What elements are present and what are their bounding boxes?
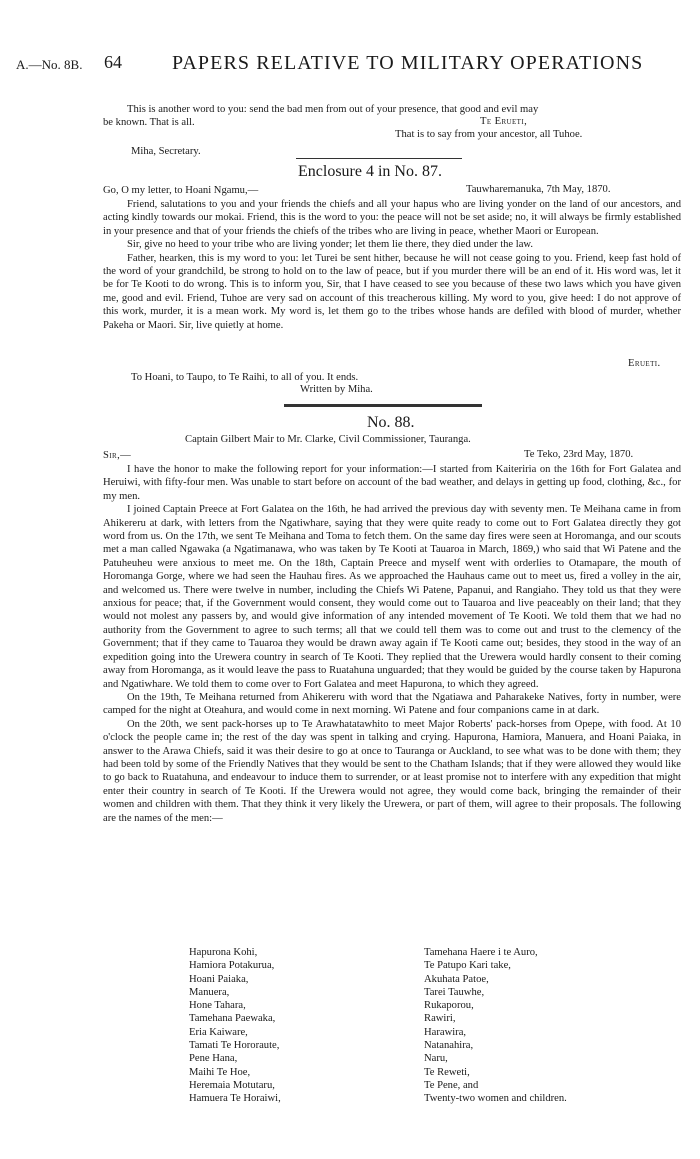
- page-number: 64: [104, 52, 122, 72]
- enclosure-salutation: Go, O my letter, to Hoani Ngamu,—: [103, 185, 259, 196]
- no88-paragraph: I have the honor to make the following report for your information:—I started from Kaiteriria on the 16th for Fort Galatea and Heruiwi, with fifty-four men. Was unable to start before on account of the bad weather, and delays in getting up food, clothing, &c., for my men.: [103, 464, 681, 502]
- list-item: Manuera,: [189, 986, 230, 998]
- enclosure-paragraph: Friend, salutations to you and your friends the chiefs and all your hapus who are living yonder on the land of our ancestors, and acting kindly towards our mokai. Friend, this is the word to you: the peace will not be set aside; no, it will always be firmly established in your presence and that of your friends the chiefs of the tribes who are living in peace, whether Maori or European.: [103, 199, 681, 237]
- no88-salutation: Sir,—: [103, 450, 132, 461]
- enclosure-written-by: Written by Miha.: [300, 384, 373, 395]
- list-item: Rukaporou,: [424, 1000, 474, 1012]
- enclosure-signature: Erueti.: [628, 358, 661, 369]
- enclosure-place-date: Tauwharemanuka, 7th May, 1870.: [466, 184, 611, 195]
- list-item: Tamehana Paewaka,: [189, 1013, 276, 1025]
- list-item: Hamiora Potakurua,: [189, 960, 275, 972]
- list-item: Twenty-two women and children.: [424, 1093, 567, 1105]
- list-item: Hapurona Kohi,: [189, 947, 258, 958]
- top-letter-line-1: This is another word to you: send the bad men from out of your presence, that good and evil may: [127, 104, 539, 115]
- section-divider: [296, 158, 462, 159]
- document-reference: A.—No. 8B.: [16, 57, 83, 72]
- no88-body: [103, 463, 681, 825]
- list-item: Te Patupo Kari take,: [424, 960, 511, 972]
- list-item: Maihi Te Hoe,: [189, 1066, 251, 1078]
- enclosure-paragraph: Father, hearken, this is my word to you: let Turei be sent hither, because he will not cease going to you. Friend, keep fast hold of the word of your grandchild, be strong to hold on to the law of peace, but if you murder there will be an end of it. His word was, let it be for Te Kooti to do wrong. This is to inform you, Sir, that I have ceased to see you because of these two laws which you have given me, good and evil. Friend, Tuhoe are very sad on account of this treacherous killing. My word to you, give heed: I do not approve of this work, murder, it is a mean work. My word is, let them go to the tribes whose hands are defiled with blood of murder, whether Pakeha or Maori. Sir, live quietly at home.: [103, 252, 681, 331]
- list-item: Rawiri,: [424, 1013, 456, 1025]
- list-item: Heremaia Motutaru,: [189, 1079, 275, 1091]
- names-list-left: [189, 946, 281, 1106]
- enclosure-heading: Enclosure 4 in No. 87.: [298, 163, 442, 180]
- list-item: Hamuera Te Horaiwi,: [189, 1093, 281, 1105]
- list-item: Natanahira,: [424, 1040, 474, 1052]
- list-item: Eria Kaiware,: [189, 1026, 248, 1038]
- no88-paragraph: I joined Captain Preece at Fort Galatea on the 16th, he had arrived the previous day with seventy men. Te Meihana came in from Ahikereru at dark, with letters from the Ngatiwhare, saying that they were quite ready to come out to Fort Galatea directly they got word from us. On the 17th, we sent Te Meihana and Toma to fetch them. On the same day fires were seen at Horomanga, and our scouts met a man called Ngawaka (a Ngatimanawa, who was taken by Te Kooti at Tauaroa in March, 1869,) who said that Wi Patene and the Patuheuheu were anxious to meet me. On the 18th, Captain Preece and myself went with orderlies to Otamapare, the mouth of Horomanga Gorge, where we had seen the Hauhau fires. As we approached the Hauhaus came out to meet us, fired a volley in the air, and welcomed us. There were twelve in number, including the Chiefs Wi Patene, Papanui, and Rangiaho. They told us that they were anxious for peace; that, if the Government would consent, they would come out to Tauaroa and live peaceably on their land; that they would not molest any passers by, and would give information of any intended movement of Te Kooti. We told them that we had no authority from the Government to agree to such terms; all that we could tell them was to come out and trust to the clemency of the Government; that if they came to Tauaroa they would be drawn away again if Te Kooti came out; besides, they stood in the way of an expedition going into the Urewera country in search of Te Kooti. They replied that the Urewera would hardly consent to their coming away from Horomanga, as it would leave the pass to Ruatahuna unguarded; that they would be guided by the course taken by Hapurona and Ngatiwhare. We told them to come over to Fort Galatea and meet Hapurona, to which they agreed.: [103, 504, 681, 690]
- page-title: PAPERS RELATIVE TO MILITARY OPERATIONS: [172, 52, 644, 74]
- list-item: Te Reweti,: [424, 1066, 470, 1078]
- top-letter-secretary: Miha, Secretary.: [131, 146, 201, 157]
- list-item: Tarei Tauwhe,: [424, 986, 485, 998]
- enclosure-paragraph: Sir, give no heed to your tribe who are living yonder; let them lie there, they died under the law.: [127, 239, 534, 251]
- list-item: Akuhata Patoe,: [424, 973, 489, 985]
- list-item: Tamehana Haere i te Auro,: [424, 947, 538, 958]
- no88-subtitle: Captain Gilbert Mair to Mr. Clarke, Civil Commissioner, Tauranga.: [185, 434, 471, 445]
- enclosure-addressees: To Hoani, to Taupo, to Te Raihi, to all of you. It ends.: [131, 372, 359, 383]
- list-item: Hone Tahara,: [189, 1000, 246, 1012]
- list-item: Pene Hana,: [189, 1053, 238, 1065]
- top-letter-signature-note: That is to say from your ancestor, all Tuhoe.: [395, 129, 583, 140]
- section-divider-thick: [284, 404, 482, 407]
- list-item: Hoani Paiaka,: [189, 973, 249, 985]
- list-item: Naru,: [424, 1053, 448, 1065]
- names-list-right: [424, 946, 567, 1106]
- no88-paragraph: On the 19th, Te Meihana returned from Ahikereru with word that the Ngatiawa and Paharakeke Natives, forty in number, were camped for the night at Oteahura, and would come in next morning. Wi Patene and four companions came in at dark.: [103, 691, 681, 717]
- list-item: Harawira,: [424, 1026, 467, 1038]
- list-item: Tamati Te Hororaute,: [189, 1040, 280, 1052]
- no88-paragraph: On the 20th, we sent pack-horses up to Te Arawhatatawhito to meet Major Roberts' pack-horses from Opepe, with food. At 10 o'clock the people came in; the rest of the day was spent in talking and crying. Hapurona, Hamiora, Manuera, and Hoani Paiaka, in answer to the Arawa Chiefs, said it was their desire to go at once to Tauranga or Auckland, to see what was to be done with them; they had been told by some of the Friendly Natives that they would be sent to the Chatham Islands; that if they were allowed they would like to go back to Ruatahuna, and endeavour to induce them to surrender, or at least promise not to interfere with any expedition that might enter their country in search of Te Kooti. If the Urewera would not agree, they would come back, bringing the remainder of their women and children with them. That they think it very likely the Urewera, or part of them, will agree to their proposals. The following are the names of the men:—: [103, 718, 681, 824]
- no88-place-date: Te Teko, 23rd May, 1870.: [524, 449, 634, 460]
- top-letter-line-2: be known. That is all.: [103, 117, 195, 128]
- no88-heading: No. 88.: [367, 414, 415, 431]
- top-letter-signature: Te Erueti,: [480, 116, 528, 127]
- enclosure-body: [103, 198, 681, 332]
- list-item: Te Pene, and: [424, 1079, 479, 1091]
